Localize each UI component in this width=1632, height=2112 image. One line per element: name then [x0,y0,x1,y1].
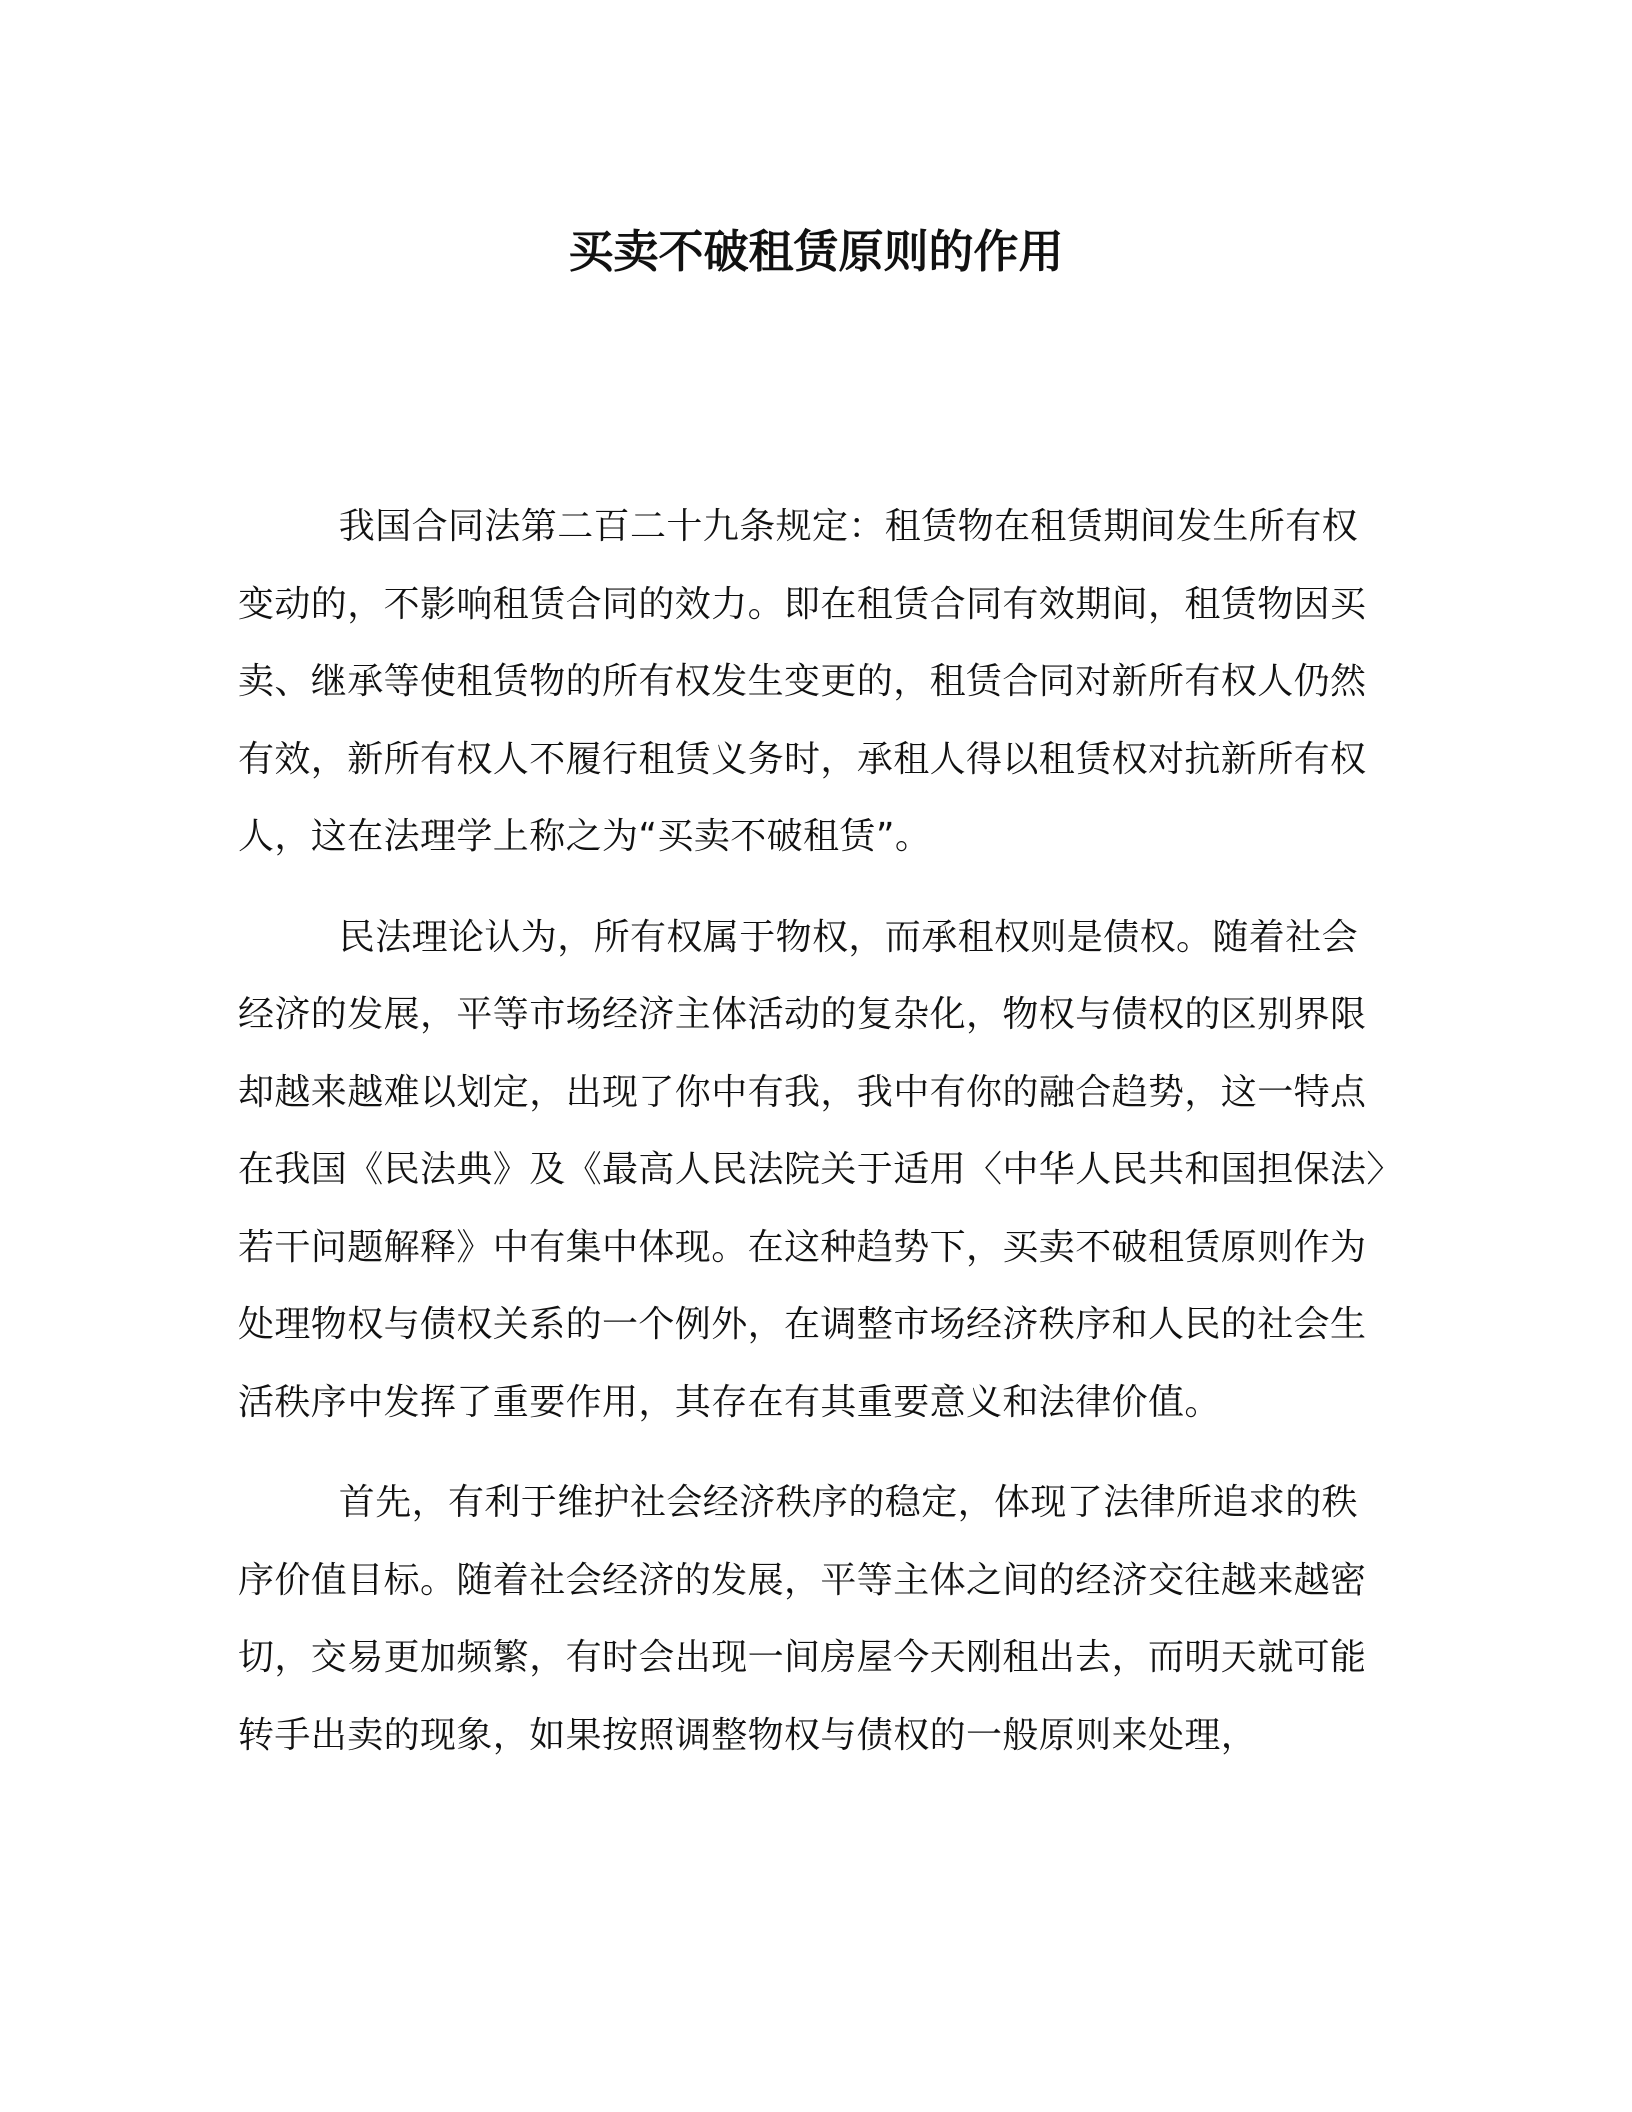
paragraph-1: 我国合同法第二百二十九条规定：租赁物在租赁期间发生所有权变动的，不影响租赁合同的效力。即在租赁合同有效期间，租赁物因买卖、继承等使租赁物的所有权发生变更的，租赁合同对新所有权人仍然有效，新所有权人不履行租赁义务时，承租人得以租赁权对抗新所有权人，这在法理学上称之为“买卖不破租赁”。 [238,506,1367,857]
paragraph-2: 民法理论认为，所有权属于物权，而承租权则是债权。随着社会经济的发展，平等市场经济主体活动的复杂化，物权与债权的区别界限却越来越难以划定，出现了你中有我，我中有你的融合趋势，这一特点在我国《民法典》及《最高人民法院关于适用〈中华人民共和国担保法〉若干问题解释》中有集中体现。在这种趋势下，买卖不破租赁原则作为处理物权与债权关系的一个例外，在调整市场经济秩序和人民的社会生活秩序中发挥了重要作用，其存在有其重要意义和法律价值。 [238,916,1385,1423]
document-title: 买卖不破租赁原则的作用 [568,225,1064,278]
document-body [238,488,1388,1774]
paragraph-3: 首先，有利于维护社会经济秩序的稳定，体现了法律所追求的秩序价值目标。随着社会经济的发展，平等主体之间的经济交往越来越密切，交易更加频繁，有时会出现一间房屋今天刚租出去，而明天就可能转手出卖的现象，如果按照调整物权与债权的一般原则来处理， [238,1482,1367,1756]
